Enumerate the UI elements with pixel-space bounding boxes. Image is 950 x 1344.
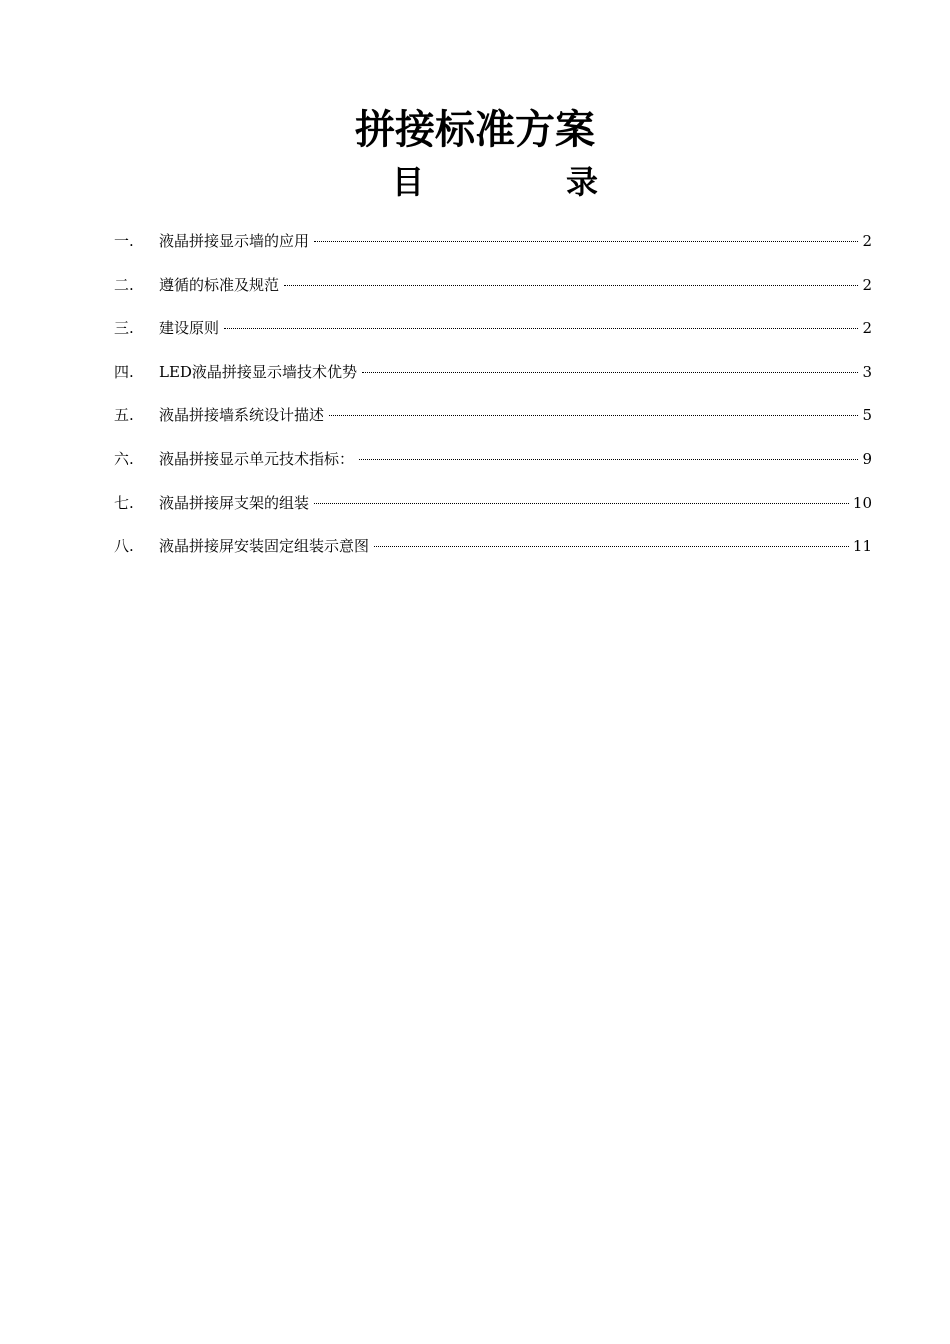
toc-entry[interactable]	[114, 272, 872, 316]
toc-entry-number: 三.	[114, 319, 134, 338]
toc-heading-char-2: 录	[565, 163, 598, 201]
toc-entry[interactable]	[114, 228, 872, 272]
toc-entry[interactable]	[114, 359, 872, 403]
toc-entry[interactable]	[114, 490, 872, 534]
toc-heading-char-1: 目	[391, 163, 424, 201]
toc-entry-title: 液晶拼接屏安装固定组装示意图	[159, 537, 370, 556]
toc-entry-title: 液晶拼接显示单元技术指标：	[159, 449, 355, 468]
toc-dot-leader	[359, 459, 858, 460]
toc-entry-page: 2	[862, 275, 872, 294]
toc-entry-number: 五.	[114, 406, 134, 425]
toc-dot-leader	[284, 285, 858, 286]
toc-dot-leader	[224, 328, 858, 329]
toc-entry-page: 2	[862, 232, 872, 250]
toc-entry-page: 5	[862, 406, 872, 425]
toc-entry-number: 二.	[114, 275, 134, 294]
toc-entry-number: 八.	[114, 537, 134, 556]
toc-entry-page: 9	[862, 449, 872, 468]
toc-entry[interactable]	[114, 315, 872, 359]
toc-entry-title: LED液晶拼接显示墙技术优势	[159, 362, 357, 381]
toc-entry-title: 遵循的标准及规范	[159, 275, 280, 294]
toc-dot-leader	[314, 241, 858, 242]
toc-dot-leader	[314, 503, 849, 504]
toc-dot-leader	[362, 372, 859, 373]
table-of-contents	[114, 228, 872, 577]
document-title: 拼接标准方案	[355, 107, 595, 153]
toc-entry-title: 液晶拼接屏支架的组装	[159, 493, 310, 512]
toc-entry-page: 10	[852, 493, 872, 512]
toc-dot-leader	[329, 415, 858, 416]
toc-entry-page: 3	[862, 362, 872, 381]
toc-heading	[380, 160, 610, 204]
toc-entry-title: 建设原则	[159, 319, 220, 338]
toc-entry[interactable]	[114, 402, 872, 446]
toc-entry-title: 液晶拼接显示墙的应用	[159, 232, 310, 250]
toc-entry-number: 一.	[114, 232, 134, 250]
toc-entry[interactable]	[114, 533, 872, 577]
toc-entry-page: 2	[862, 319, 872, 338]
toc-entry-number: 四.	[114, 362, 134, 381]
toc-dot-leader	[374, 546, 849, 547]
toc-entry-number: 七.	[114, 493, 134, 512]
toc-entry-page: 11	[852, 537, 872, 556]
toc-entry[interactable]	[114, 446, 872, 490]
toc-entry-number: 六.	[114, 449, 134, 468]
toc-entry-title: 液晶拼接墙系统设计描述	[159, 406, 325, 425]
